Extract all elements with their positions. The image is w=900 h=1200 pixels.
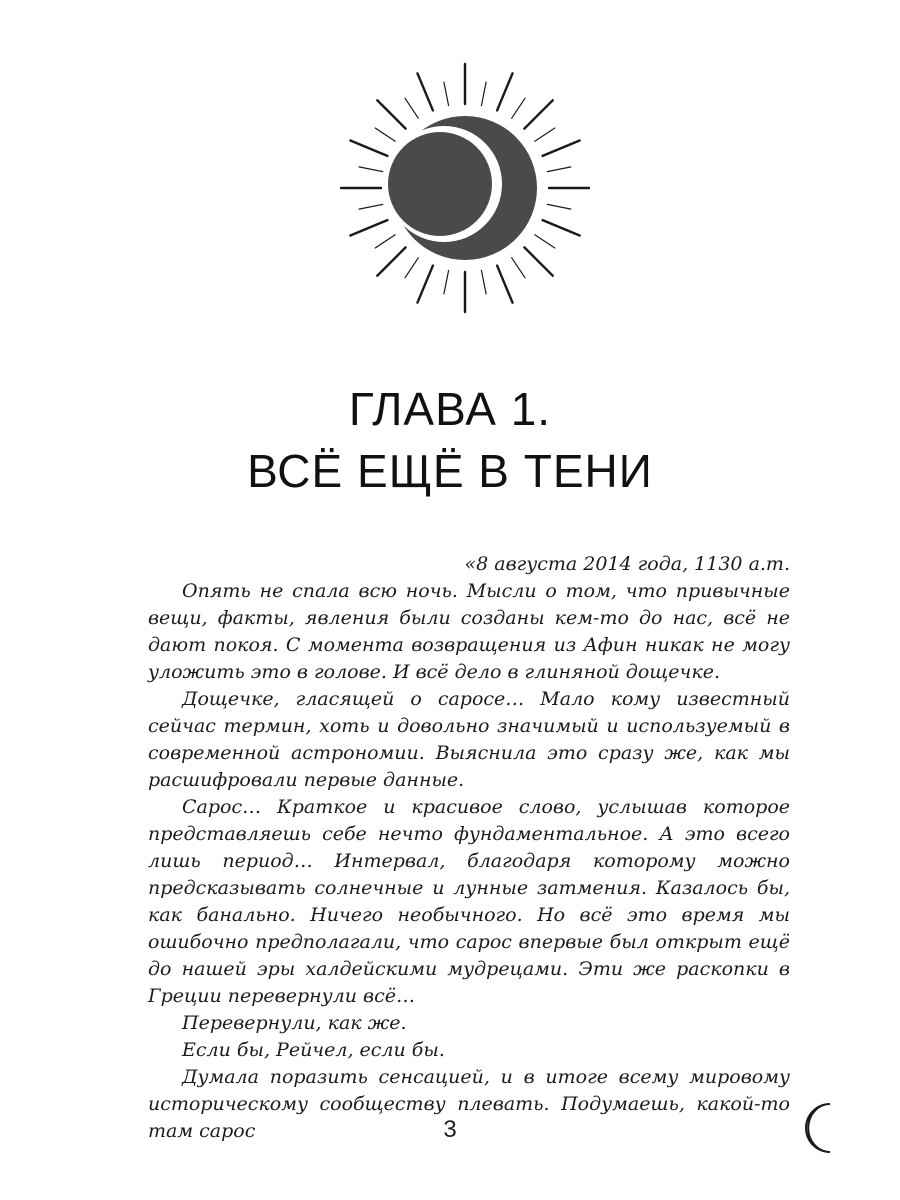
sun-ray <box>359 204 383 209</box>
sun-ray <box>524 247 552 275</box>
chapter-body <box>148 551 790 1145</box>
paragraph: Перевернули, как же. <box>182 1012 407 1034</box>
sun-ray <box>350 220 387 235</box>
crescent-moon-icon <box>796 1100 848 1156</box>
chapter-title-line-2: ВСЁ ЕЩЁ В ТЕНИ <box>247 445 653 497</box>
paragraph: Если бы, Рейчел, если бы. <box>182 1039 445 1061</box>
sun-ray <box>512 98 525 118</box>
sun-ray <box>377 247 405 275</box>
sun-ray <box>418 73 433 110</box>
sun-ray <box>375 128 395 141</box>
sun-ray <box>444 270 449 294</box>
sun-ray <box>377 100 405 128</box>
sun-ray <box>350 141 387 156</box>
chapter-title-line-1: ГЛАВА 1. <box>348 383 552 435</box>
sun-ray <box>359 167 383 172</box>
sun-ray <box>543 141 580 156</box>
sun-ray <box>405 98 418 118</box>
eclipse-sun-icon <box>340 60 590 320</box>
sun-ray <box>481 82 486 106</box>
diary-date-heading: «8 августа 2014 года, 1130 а.т. <box>464 553 790 575</box>
sun-ray <box>444 82 449 106</box>
page-number: 3 <box>443 1116 457 1143</box>
sun-ray <box>524 100 552 128</box>
sun-ray <box>497 73 512 110</box>
paragraph: Сарос… Краткое и красивое слово, услышав которое представляешь себе нечто фундаментальное. А это всего лишь период… Интервал, благодаря которому можно предсказывать солнечные и лунные затмения. Казалось бы, как банально. Ничего необычного. Но всё это время мы ошибочно предполагали, что сарос впервые был открыт ещё до нашей эры халдейскими мудрецами. Эти же раскопки в Греции перевернули всё… <box>148 796 790 1007</box>
paragraph: Опять не спала всю ночь. Мысли о том, что привычные вещи, факты, явления были созданы кем-то до нас, всё не дают покоя. С момента возвращения из Афин никак не могу уложить это в голове. И всё дело в глиняной дощечке. <box>148 580 790 683</box>
sun-ray <box>547 204 571 209</box>
sun-ray <box>543 220 580 235</box>
sun-ray <box>512 258 525 278</box>
sun-ray <box>535 235 555 248</box>
sun-ray <box>418 266 433 303</box>
eclipse-dark-body <box>388 132 492 236</box>
paragraph: Думала поразить сенсацией, и в итоге всему мировому историческому сообществу плевать. Подумаешь, какой-то там сарос <box>148 1066 790 1142</box>
sun-ray <box>375 235 395 248</box>
chapter-title <box>0 378 900 502</box>
sun-ray <box>535 128 555 141</box>
sun-ray <box>481 270 486 294</box>
sun-ray <box>497 266 512 303</box>
sun-ray <box>405 258 418 278</box>
sun-ray <box>547 167 571 172</box>
paragraph: Дощечке, гласящей о саросе… Мало кому известный сейчас термин, хоть и довольно значимый и используемый в современной астрономии. Выяснила это сразу же, как мы расшифровали первые данные. <box>148 688 790 791</box>
